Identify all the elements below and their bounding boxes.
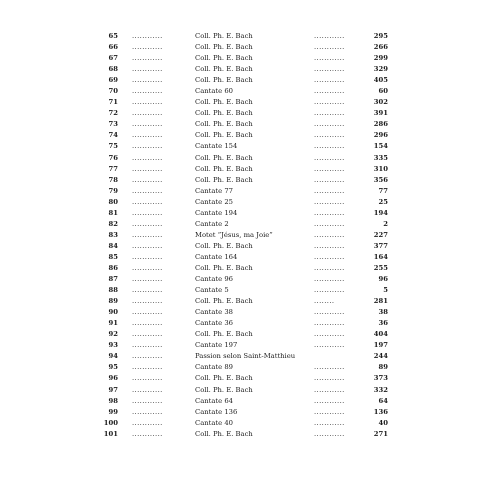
index-row: [96, 186, 396, 197]
leader-dots: ............: [132, 208, 163, 217]
leader-dots: ............: [314, 76, 345, 85]
entry-title: Coll. Ph. E. Bach: [195, 385, 253, 394]
leader-dots: ............: [314, 252, 345, 261]
page-number: 404: [373, 330, 388, 339]
leader-dots: ............: [314, 142, 345, 151]
leader-dots: ............: [132, 76, 163, 85]
leader-dots: ............: [314, 164, 345, 173]
leader-dots: ............: [132, 352, 163, 361]
entry-number: 73: [108, 120, 118, 129]
leader-dots: ............: [132, 396, 163, 405]
index-row: [96, 219, 396, 230]
leader-dots: ............: [132, 120, 163, 129]
entry-number: 90: [108, 308, 118, 317]
entry-title: Coll. Ph. E. Bach: [195, 241, 253, 250]
entry-number: 82: [108, 219, 118, 228]
leader-dots: ............: [314, 396, 345, 405]
leader-dots: ............: [132, 175, 163, 184]
page-number: 164: [373, 252, 388, 261]
entry-number: 77: [108, 164, 118, 173]
leader-dots: ............: [314, 385, 345, 394]
leader-dots: ............: [314, 241, 345, 250]
page-number: 60: [378, 87, 388, 96]
entry-number: 79: [108, 186, 118, 195]
entry-title: Cantate 64: [195, 396, 233, 405]
entry-title: Coll. Ph. E. Bach: [195, 109, 253, 118]
entry-title: Cantate 96: [195, 275, 233, 284]
leader-dots: ............: [132, 341, 163, 350]
entry-title: Coll. Ph. E. Bach: [195, 65, 253, 74]
index-row: [96, 385, 396, 396]
entry-number: 75: [108, 142, 118, 151]
leader-dots: ............: [132, 241, 163, 250]
page-number: 2: [383, 219, 388, 228]
leader-dots: ............: [314, 87, 345, 96]
index-row: [96, 230, 396, 241]
page-number: 25: [378, 197, 388, 206]
leader-dots: ............: [132, 319, 163, 328]
entry-number: 98: [108, 396, 118, 405]
page-number: 299: [373, 54, 388, 63]
leader-dots: ............: [314, 319, 345, 328]
entry-title: Cantate 40: [195, 418, 233, 427]
index-row: [96, 329, 396, 340]
index-row: [96, 318, 396, 329]
entry-number: 85: [108, 252, 118, 261]
entry-title: Coll. Ph. E. Bach: [195, 54, 253, 63]
entry-number: 66: [108, 43, 118, 52]
leader-dots: ............: [314, 131, 345, 140]
index-row: [96, 164, 396, 175]
entry-title: Cantate 36: [195, 319, 233, 328]
index-row: [96, 31, 396, 42]
leader-dots: ............: [132, 164, 163, 173]
leader-dots: ............: [132, 230, 163, 239]
index-row: [96, 42, 396, 53]
index-row: [96, 241, 396, 252]
entry-title: Coll. Ph. E. Bach: [195, 429, 253, 438]
page-number: 302: [373, 98, 388, 107]
entry-number: 76: [108, 153, 118, 162]
page-number: 391: [373, 109, 388, 118]
page-number: 266: [373, 43, 388, 52]
leader-dots: ............: [314, 54, 345, 63]
leader-dots: ............: [314, 175, 345, 184]
entry-number: 65: [108, 32, 118, 40]
page-number: 244: [373, 352, 388, 361]
entry-title: Cantate 197: [195, 341, 238, 350]
leader-dots: ............: [132, 219, 163, 228]
page-number: 36: [378, 319, 388, 328]
entry-number: 91: [108, 319, 118, 328]
page-number: 286: [373, 120, 388, 129]
leader-dots: ............: [314, 109, 345, 118]
page-number: 38: [378, 308, 388, 317]
page-number: 136: [373, 407, 388, 416]
entry-title: Passion selon Saint-Matthieu: [195, 352, 296, 361]
page-number: 281: [373, 297, 388, 306]
leader-dots: ............: [132, 363, 163, 372]
leader-dots: ............: [314, 374, 345, 383]
index-row: [96, 296, 396, 307]
index-row: [96, 263, 396, 274]
index-table: [96, 31, 396, 440]
entry-number: 96: [108, 374, 118, 383]
entry-title: Coll. Ph. E. Bach: [195, 131, 253, 140]
leader-dots: ............: [314, 275, 345, 284]
index-row: [96, 285, 396, 296]
leader-dots: ............: [314, 197, 345, 206]
index-row: [96, 396, 396, 407]
index-row: [96, 53, 396, 64]
leader-dots: ............: [132, 153, 163, 162]
entry-number: 83: [108, 230, 118, 239]
entry-title: Cantate 194: [195, 208, 238, 217]
leader-dots: ............: [314, 308, 345, 317]
leader-dots: ............: [132, 275, 163, 284]
leader-dots: ............: [132, 308, 163, 317]
entry-title: Cantate 164: [195, 252, 238, 261]
entry-title: Coll. Ph. E. Bach: [195, 98, 253, 107]
page-number: 295: [373, 32, 388, 40]
entry-number: 74: [108, 131, 118, 140]
page-number: 332: [373, 385, 388, 394]
page-number: 335: [373, 153, 388, 162]
entry-title: Coll. Ph. E. Bach: [195, 164, 253, 173]
entry-number: 72: [108, 109, 118, 118]
index-row: [96, 197, 396, 208]
entry-number: 97: [108, 385, 118, 394]
index-row: [96, 429, 396, 440]
leader-dots: ............: [314, 286, 345, 295]
entry-title: Coll. Ph. E. Bach: [195, 32, 253, 40]
entry-number: 99: [108, 407, 118, 416]
leader-dots: ............: [314, 429, 345, 438]
entry-title: Coll. Ph. E. Bach: [195, 43, 253, 52]
leader-dots: ............: [132, 286, 163, 295]
leader-dots: ............: [132, 418, 163, 427]
leader-dots: ............: [314, 263, 345, 272]
index-row: [96, 407, 396, 418]
entry-number: 92: [108, 330, 118, 339]
entry-title: Coll. Ph. E. Bach: [195, 175, 253, 184]
entry-number: 88: [108, 286, 118, 295]
entry-number: 86: [108, 263, 118, 272]
page-number: 329: [373, 65, 388, 74]
entry-title: Coll. Ph. E. Bach: [195, 374, 253, 383]
leader-dots: ............: [132, 142, 163, 151]
leader-dots: ............: [314, 407, 345, 416]
entry-title: Cantate 25: [195, 197, 233, 206]
index-row: [96, 119, 396, 130]
index-row: [96, 86, 396, 97]
page-number: 255: [373, 263, 388, 272]
leader-dots: ............: [314, 153, 345, 162]
index-row: [96, 108, 396, 119]
entry-title: Cantate 89: [195, 363, 233, 372]
entry-number: 101: [103, 429, 118, 438]
index-row: [96, 362, 396, 373]
leader-dots: ............: [132, 109, 163, 118]
page-number: 96: [378, 275, 388, 284]
leader-dots: ............: [132, 131, 163, 140]
leader-dots: ........: [314, 297, 335, 306]
entry-number: 70: [108, 87, 118, 96]
entry-title: Cantate 60: [195, 87, 233, 96]
index-row: [96, 130, 396, 141]
page-number: 5: [383, 286, 388, 295]
leader-dots: ............: [132, 374, 163, 383]
leader-dots: ............: [314, 98, 345, 107]
page-number: 377: [373, 241, 388, 250]
entry-number: 95: [108, 363, 118, 372]
index-row: [96, 75, 396, 86]
index-row: [96, 175, 396, 186]
leader-dots: ............: [132, 330, 163, 339]
leader-dots: ............: [314, 341, 345, 350]
entry-title: Cantate 136: [195, 407, 238, 416]
entry-title: Cantate 77: [195, 186, 233, 195]
leader-dots: ............: [132, 65, 163, 74]
index-row: [96, 351, 396, 362]
leader-dots: ............: [314, 32, 345, 40]
entry-title: Cantate 38: [195, 308, 233, 317]
entry-number: 87: [108, 275, 118, 284]
entry-title: Cantate 5: [195, 286, 229, 295]
index-row: [96, 373, 396, 384]
leader-dots: ............: [314, 418, 345, 427]
leader-dots: ............: [314, 363, 345, 372]
leader-dots: ............: [132, 43, 163, 52]
entry-title: Coll. Ph. E. Bach: [195, 153, 253, 162]
entry-title: Motet ”Jésus, ma Joie”: [195, 230, 273, 239]
index-row: [96, 307, 396, 318]
leader-dots: ............: [132, 54, 163, 63]
page-number: 77: [378, 186, 388, 195]
entry-number: 100: [103, 418, 118, 427]
entry-title: Coll. Ph. E. Bach: [195, 76, 253, 85]
entry-number: 93: [108, 341, 118, 350]
index-row: [96, 418, 396, 429]
index-row: [96, 252, 396, 263]
page-number: 405: [373, 76, 388, 85]
entry-title: Coll. Ph. E. Bach: [195, 297, 253, 306]
leader-dots: ............: [132, 297, 163, 306]
leader-dots: ............: [132, 32, 163, 40]
entry-title: Cantate 2: [195, 219, 229, 228]
entry-number: 94: [108, 352, 118, 361]
page-number: 40: [378, 418, 388, 427]
page-number: 356: [373, 175, 388, 184]
index-row: [96, 208, 396, 219]
leader-dots: ............: [314, 186, 345, 195]
leader-dots: ............: [314, 120, 345, 129]
entry-number: 68: [108, 65, 118, 74]
entry-number: 69: [108, 76, 118, 85]
entry-number: 81: [108, 208, 118, 217]
index-row: [96, 97, 396, 108]
page-number: 373: [373, 374, 388, 383]
leader-dots: ............: [132, 385, 163, 394]
index-row: [96, 340, 396, 351]
page-number: 89: [378, 363, 388, 372]
leader-dots: ............: [314, 208, 345, 217]
entry-number: 84: [108, 241, 118, 250]
index-row: [96, 274, 396, 285]
page-number: 271: [373, 429, 388, 438]
leader-dots: ............: [132, 263, 163, 272]
entry-number: 67: [108, 54, 118, 63]
page-number: 64: [378, 396, 388, 405]
page-number: 197: [373, 341, 388, 350]
leader-dots: ............: [314, 219, 345, 228]
index-row: [96, 141, 396, 152]
leader-dots: ............: [314, 330, 345, 339]
leader-dots: ............: [132, 407, 163, 416]
entry-number: 80: [108, 197, 118, 206]
page-number: 227: [373, 230, 388, 239]
page-number: 154: [373, 142, 388, 151]
leader-dots: ............: [132, 98, 163, 107]
entry-title: Coll. Ph. E. Bach: [195, 330, 253, 339]
leader-dots: ............: [132, 252, 163, 261]
entry-title: Cantate 154: [195, 142, 238, 151]
page-number: 194: [373, 208, 388, 217]
leader-dots: ............: [314, 65, 345, 74]
entry-number: 71: [108, 98, 118, 107]
entry-title: Coll. Ph. E. Bach: [195, 263, 253, 272]
leader-dots: ............: [132, 87, 163, 96]
leader-dots: ............: [314, 43, 345, 52]
page-number: 310: [373, 164, 388, 173]
page-number: 296: [373, 131, 388, 140]
entry-number: 78: [108, 175, 118, 184]
leader-dots: ............: [132, 197, 163, 206]
leader-dots: ............: [132, 429, 163, 438]
index-row: [96, 153, 396, 164]
index-row: [96, 64, 396, 75]
entry-number: 89: [108, 297, 118, 306]
entry-title: Coll. Ph. E. Bach: [195, 120, 253, 129]
leader-dots: ............: [132, 186, 163, 195]
leader-dots: ............: [314, 230, 345, 239]
